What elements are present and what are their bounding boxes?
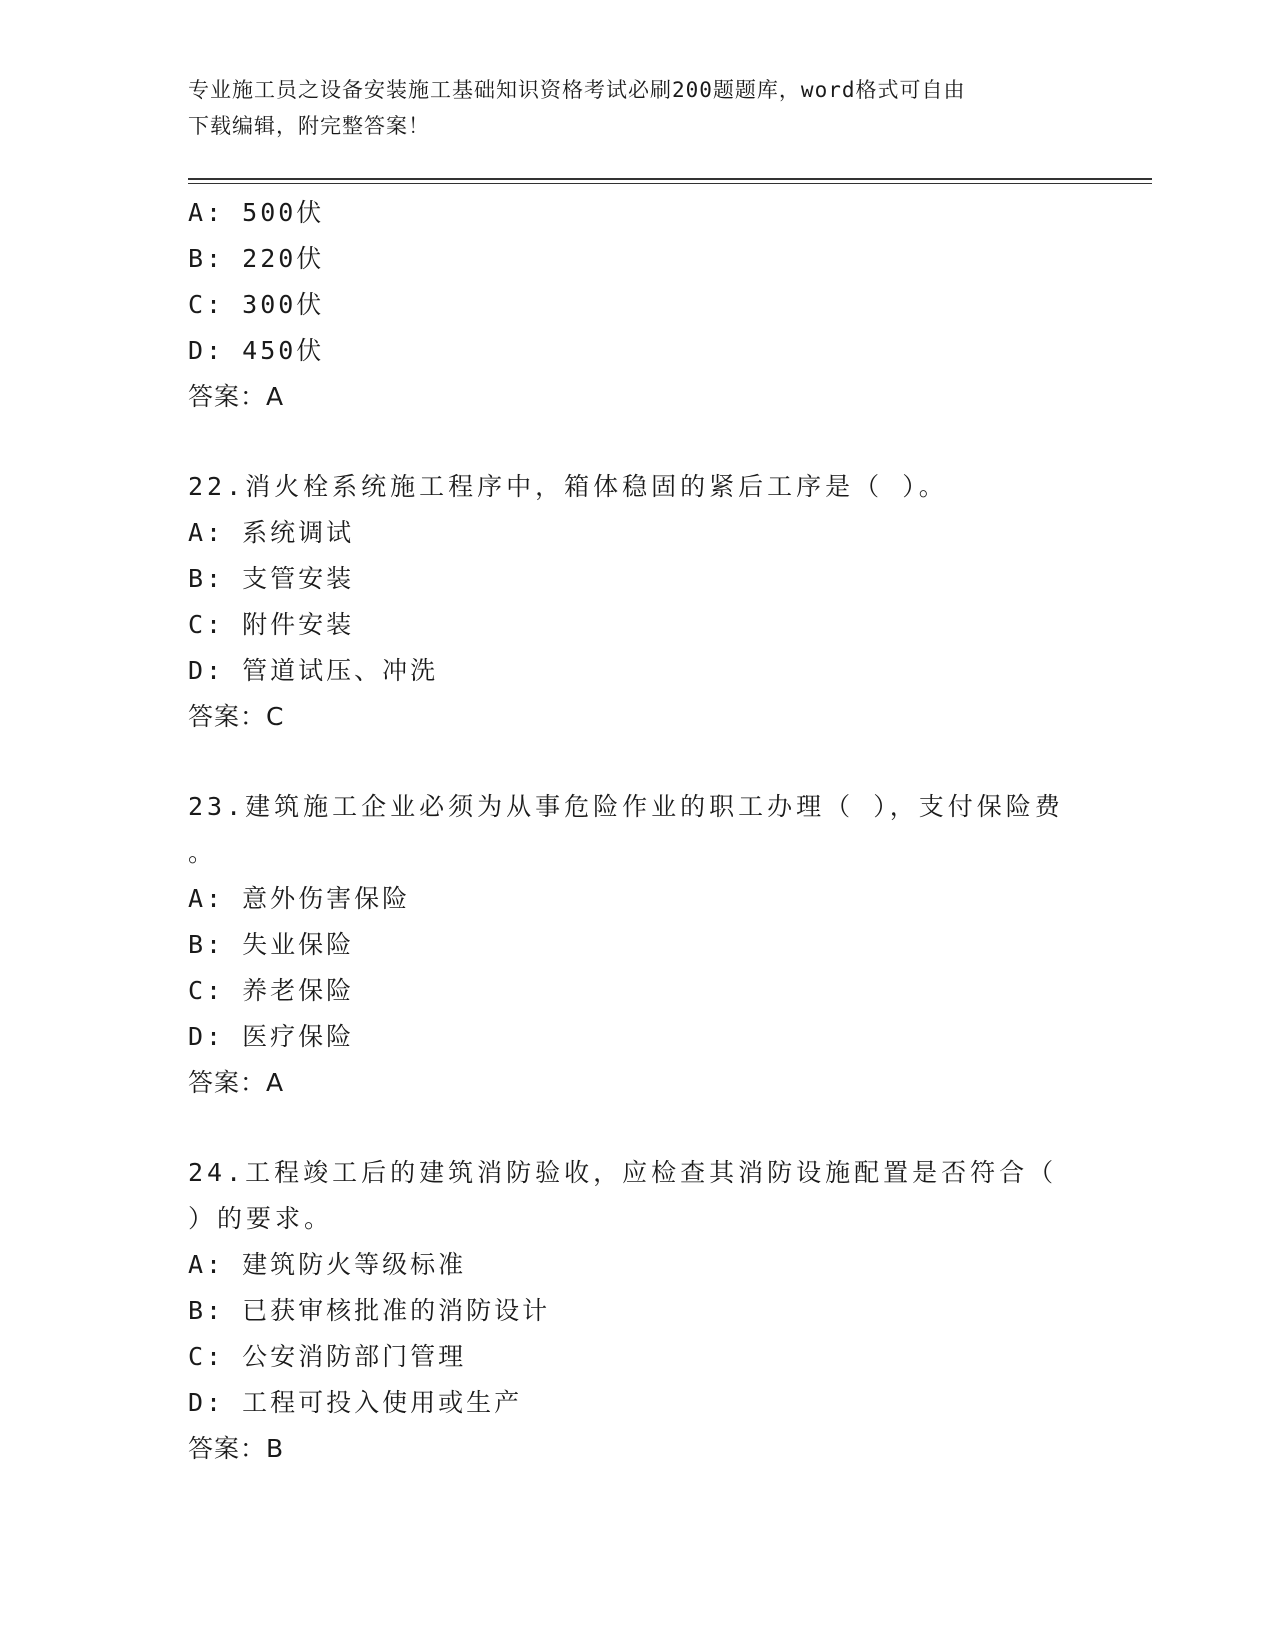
question-21 <box>188 190 1088 420</box>
answer: 答案：A <box>188 1068 285 1097</box>
option-d: D: 450伏 <box>188 336 325 365</box>
option-a: A: 建筑防火等级标准 <box>188 1250 467 1279</box>
option-b: B: 失业保险 <box>188 930 355 959</box>
option-c: C: 附件安装 <box>188 610 355 639</box>
question-stem-line-2: ）的要求。 <box>188 1204 334 1233</box>
question-stem-line-1: 24.工程竣工后的建筑消防验收，应检查其消防设施配置是否符合（ <box>188 1158 1058 1187</box>
option-c: C: 养老保险 <box>188 976 355 1005</box>
question-stem-line-2: 。 <box>188 838 218 867</box>
header-line-1: 专业施工员之设备安装施工基础知识资格考试必刷200题题库，word格式可自由 <box>188 78 966 102</box>
option-a: A: 意外伤害保险 <box>188 884 411 913</box>
option-d: D: 工程可投入使用或生产 <box>188 1388 523 1417</box>
header-divider-thick <box>188 178 1152 180</box>
question-24 <box>188 1150 1088 1472</box>
option-b: B: 已获审核批准的消防设计 <box>188 1296 551 1325</box>
answer: 答案：A <box>188 382 285 411</box>
option-c: C: 300伏 <box>188 290 325 319</box>
header-line-2: 下载编辑，附完整答案！ <box>188 114 430 138</box>
document-header <box>188 72 1088 144</box>
question-list <box>188 190 1088 1472</box>
option-a: A: 500伏 <box>188 198 325 227</box>
header-divider-thin <box>188 183 1152 184</box>
option-b: B: 220伏 <box>188 244 325 273</box>
option-a: A: 系统调试 <box>188 518 355 547</box>
question-23 <box>188 784 1088 1106</box>
option-c: C: 公安消防部门管理 <box>188 1342 467 1371</box>
option-d: D: 管道试压、冲洗 <box>188 656 439 685</box>
question-stem-line-1: 23.建筑施工企业必须为从事危险作业的职工办理（ ），支付保险费 <box>188 792 1064 821</box>
answer: 答案：C <box>188 702 285 731</box>
option-b: B: 支管安装 <box>188 564 355 593</box>
option-d: D: 医疗保险 <box>188 1022 355 1051</box>
question-22 <box>188 464 1088 740</box>
answer: 答案：B <box>188 1434 285 1463</box>
question-stem: 22.消火栓系统施工程序中，箱体稳固的紧后工序是（ ）。 <box>188 472 948 501</box>
